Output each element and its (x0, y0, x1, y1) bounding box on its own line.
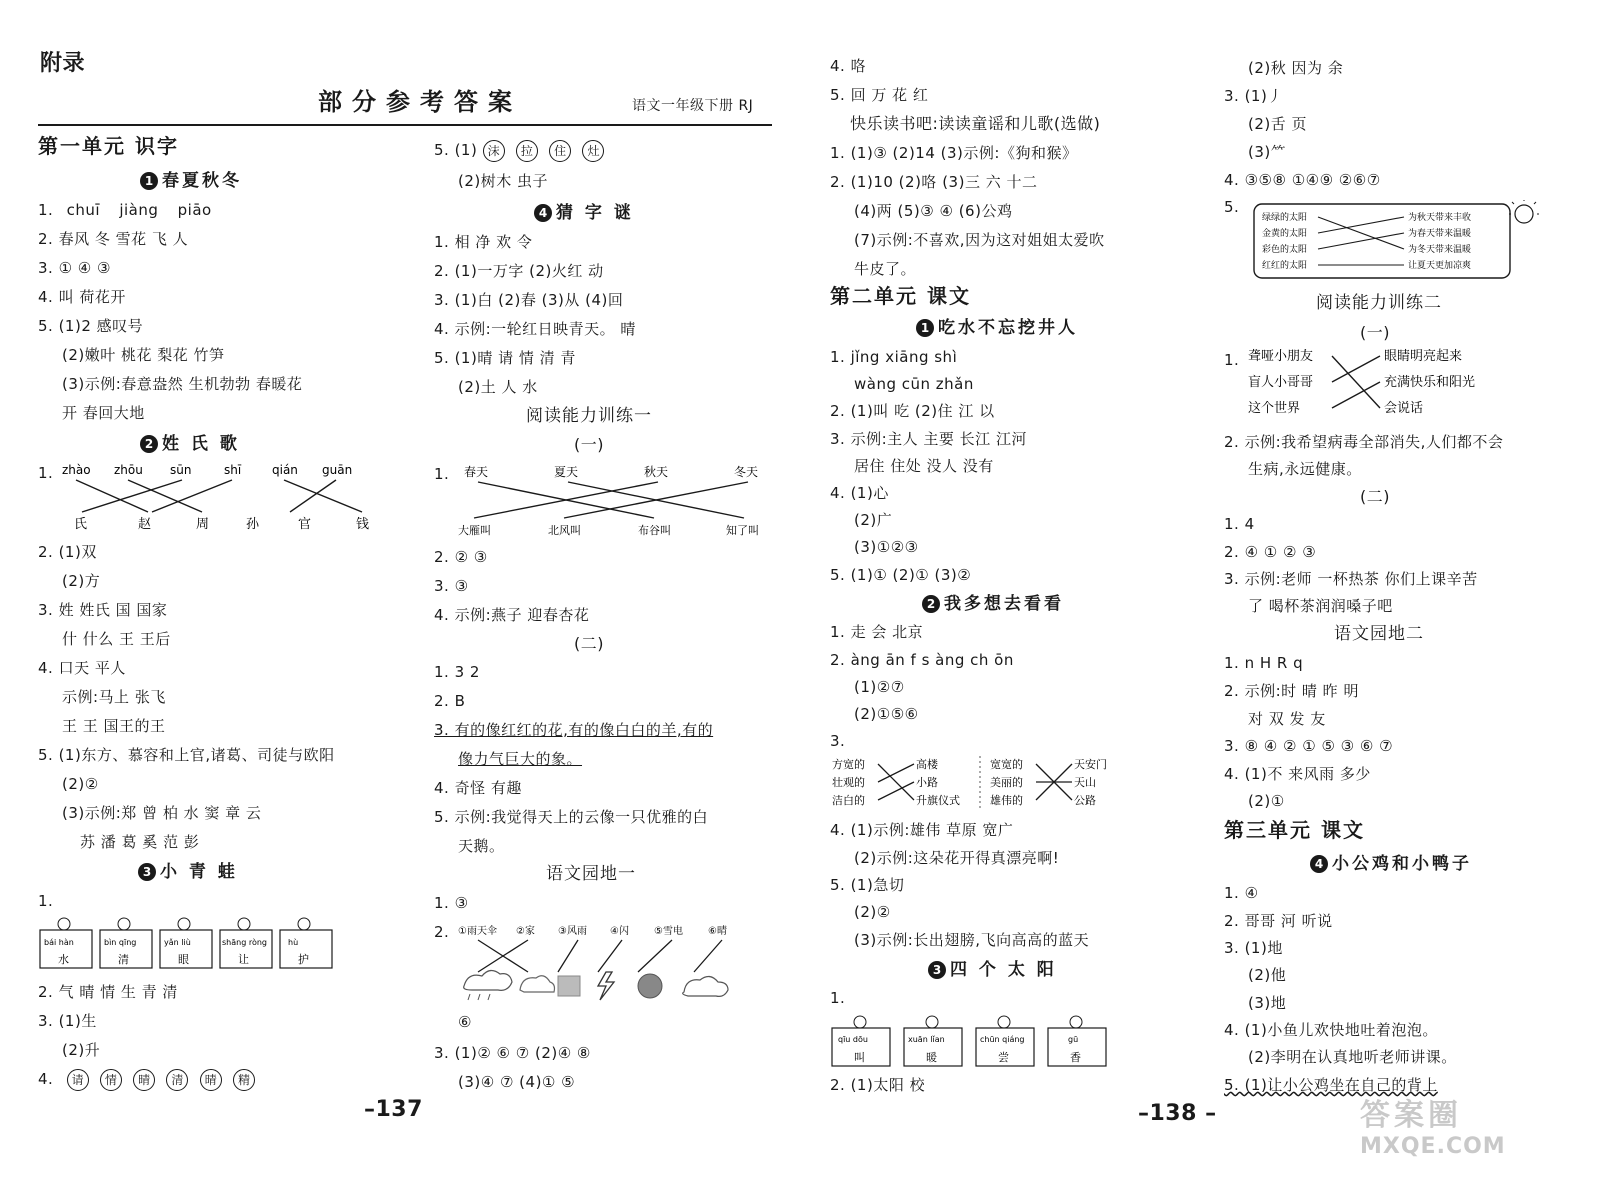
unit-title: 第二单元 课文 (830, 284, 971, 308)
lesson-badge: 2 (922, 595, 940, 613)
answer-line: 4. 示例:一轮红日映青天。 晴 (434, 320, 636, 338)
answer-line: 5. (1)① (2)① (3)② (830, 566, 972, 584)
answer-line: 5. 回 万 花 红 (830, 86, 929, 104)
answer-line: 1. ④ (1224, 884, 1259, 902)
answer-line: 4. ③⑤⑧ ①④⑨ ②⑥⑦ (1224, 171, 1381, 189)
answer-line: (2)方 (62, 572, 101, 590)
right-page (800, 0, 1600, 1190)
match-pinyin: qián (272, 463, 298, 477)
match-word: 公路 (1074, 794, 1096, 807)
match-char: 赵 (138, 517, 152, 532)
answer-line: 1. (1224, 351, 1240, 369)
lesson-title: 2 我多想去看看 (922, 594, 1064, 614)
frog-cards (38, 914, 338, 972)
sun-icon (638, 974, 662, 998)
answer-line: (2)嫩叶 桃花 梨花 竹笋 (62, 346, 225, 364)
section-title: 快乐读书吧:读读童谣和儿歌(选做) (850, 114, 1101, 133)
answer-line: 4. (1)示例:雄伟 草原 宽广 (830, 821, 1014, 839)
match-lines (1036, 764, 1072, 800)
match-word: 这个世界 (1248, 401, 1301, 416)
answer-line: 3. ⑧ ④ ② ① ⑤ ③ ⑥ ⑦ (1224, 737, 1394, 755)
cloud-icon (520, 976, 555, 992)
lesson-title: 1 春夏秋冬 (140, 171, 242, 191)
match-word: 方宽的 (832, 758, 865, 771)
part-title: (二) (1360, 487, 1390, 506)
answer-line: 4. 请 情 晴 清 晴 精 (38, 1069, 261, 1091)
card-pinyin: bìn qīng (104, 938, 137, 947)
answer-line: 示例:马上 张飞 (62, 688, 166, 706)
section-title: 语文园地二 (1334, 624, 1424, 644)
match-word: 大雁叫 (458, 524, 491, 537)
card-char: 让 (238, 953, 249, 966)
answer-line: 2. 示例:我希望病毒全部消失,人们都不会 (1224, 433, 1504, 451)
answer-line: 5. (1) 沫 拉 住 灶 (434, 140, 610, 162)
sun-frame-diagram (1252, 200, 1542, 284)
answer-line: 1. chuī jiàng piāo (38, 201, 212, 219)
weather-icons (464, 970, 728, 1000)
answer-line: 4. 奇怪 有趣 (434, 779, 522, 797)
sun-card (1048, 1016, 1106, 1066)
answer-line: 4. (1)不 来风雨 多少 (1224, 765, 1371, 783)
match-word: 升旗仪式 (916, 794, 960, 807)
rain-cloud-icon (464, 970, 512, 990)
frog-card (280, 918, 332, 968)
match-line (878, 764, 914, 800)
card-pinyin: xuān lǐan (908, 1035, 945, 1044)
circled-char: 请 (67, 1069, 89, 1091)
answer-line: 王 王 国王的王 (62, 717, 166, 735)
card-char: 香 (1070, 1051, 1081, 1064)
answer-line: 2. 示例:时 晴 昨 明 (1224, 682, 1359, 700)
answer-line: 3. ① ④ ③ (38, 259, 111, 277)
answer-line: (2)② (62, 775, 99, 793)
answer-line: 3. 姓 姓氏 国 国家 (38, 601, 168, 619)
match-word: 秋天 (644, 465, 669, 479)
match-word: 雄伟的 (990, 794, 1023, 807)
match-lines (76, 480, 362, 512)
weather-label: ⑥晴 (708, 926, 727, 937)
answer-line: (1)②⑦ (854, 678, 905, 696)
match-line (1332, 382, 1380, 408)
frame-word: 让夏天更加凉爽 (1408, 261, 1472, 271)
chicken-match-diagram (1248, 346, 1568, 422)
appendix-label: 附录 (40, 51, 86, 76)
match-word: 天山 (1074, 776, 1096, 789)
lesson-title: 3 四 个 太 阳 (928, 960, 1057, 980)
answer-line: 3. (1)② ⑥ ⑦ (2)④ ⑧ (434, 1044, 591, 1062)
sun-card (976, 1016, 1034, 1066)
answer-line: 1. (38, 464, 54, 482)
answer-line: 5. (1)让小公鸡坐在自己的背上 (1224, 1076, 1438, 1094)
frog-card (160, 918, 212, 968)
answer-line: 2. (1)10 (2)咯 (3)三 六 十二 (830, 173, 1038, 191)
season-top-row (464, 464, 758, 479)
match-line (1318, 217, 1404, 233)
lesson-badge: 3 (138, 863, 156, 881)
match-word: 美丽的 (990, 776, 1023, 789)
answer-line: 3. 有的像红红的花,有的像白白的羊,有的 (434, 721, 714, 739)
frame-word: 为春天带来温暖 (1408, 229, 1472, 239)
match-pinyin: sūn (170, 463, 192, 477)
card-pinyin: shāng ròng (222, 938, 267, 947)
answer-line: 4. 口天 平人 (38, 659, 126, 677)
card-pinyin: yǎn liù (164, 938, 191, 947)
match-word: 布谷叫 (638, 524, 671, 537)
watermark-logo (1360, 1090, 1570, 1170)
answer-line: 1. (830, 989, 846, 1007)
lesson-badge: 1 (140, 172, 158, 190)
answer-line: 5. (1)2 感叹号 (38, 317, 144, 335)
match-line (76, 480, 148, 512)
circled-char: 清 (166, 1069, 188, 1091)
answer-line: 2. (1)双 (38, 543, 97, 561)
snow-icon (558, 976, 580, 996)
answer-line: (3)示例:郑 曾 柏 水 窦 章 云 (62, 804, 262, 822)
circled-char: 沫 (483, 140, 505, 162)
answer-line: (2)① (1248, 792, 1285, 810)
frame-word: 金黄的太阳 (1262, 229, 1308, 239)
lesson-badge: 1 (916, 319, 934, 337)
section-title: 阅读能力训练二 (1316, 293, 1442, 313)
lesson-badge: 4 (1310, 855, 1328, 873)
match-word: 夏天 (554, 465, 579, 479)
match-word: 聋哑小朋友 (1248, 349, 1314, 364)
season-match-diagram (458, 462, 778, 538)
card-char: 眼 (178, 953, 189, 966)
lesson-title: 3 小 青 蛙 (138, 862, 238, 882)
answer-line: 2. 气 晴 情 生 青 清 (38, 983, 178, 1001)
answer-line: (2)广 (854, 511, 893, 529)
page-number: –138 – (1138, 1101, 1217, 1126)
answer-line: 1. jǐng xiāng shì (830, 348, 958, 366)
frame-word: 绿绿的太阳 (1262, 213, 1308, 223)
answer-line: 1. 4 (1224, 515, 1255, 533)
match-line (694, 940, 722, 972)
road-right-b (1074, 757, 1107, 807)
answer-line: 2. àng ān f s àng ch ōn (830, 651, 1014, 669)
answer-line: 2. (1)一万字 (2)火红 动 (434, 262, 604, 280)
sun-card (832, 1016, 890, 1066)
book-tag: 语文一年级下册 RJ (632, 98, 754, 114)
answer-line: 3. (830, 732, 846, 750)
answer-line: wàng cūn zhǎn (854, 375, 974, 393)
answer-line: 2. 春风 冬 雪花 飞 人 (38, 230, 189, 248)
match-line (1332, 356, 1380, 382)
circled-char: 晴 (200, 1069, 222, 1091)
unit-title: 第三单元 课文 (1224, 818, 1365, 842)
part-title: (一) (574, 435, 604, 454)
answer-line: 1. 走 会 北京 (830, 623, 924, 641)
answer-line: 1. (1)③ (2)14 (3)示例:《狗和猴》 (830, 144, 1078, 162)
answer-line: 牛皮了。 (854, 260, 917, 278)
header-rule (38, 124, 772, 126)
match-word: 充满快乐和阳光 (1384, 375, 1476, 390)
answer-line: 开 春回大地 (62, 404, 145, 422)
answer-line: (7)示例:不喜欢,因为这对姐姐太爱吹 (854, 231, 1105, 249)
answer-line: (2)舌 页 (1248, 115, 1308, 133)
road-left-a (832, 757, 865, 807)
lightning-icon (598, 972, 614, 1000)
answer-line: (2)他 (1248, 966, 1287, 984)
lesson-badge: 3 (928, 961, 946, 979)
match-word: 春天 (464, 465, 489, 479)
answer-line: 3. (1)地 (1224, 939, 1283, 957)
answer-line: 2. ② ③ (434, 548, 488, 566)
card-pinyin: bái hàn (44, 938, 74, 947)
answer-line: (2)② (854, 903, 891, 921)
page-number: –137 (364, 1097, 423, 1122)
chicken-left-col (1248, 348, 1313, 416)
match-word: 洁白的 (832, 794, 865, 807)
answer-line: ⑥ (458, 1013, 472, 1031)
answer-line: 1. n H R q (1224, 654, 1304, 672)
match-word: 高楼 (916, 758, 938, 771)
card-char: 清 (118, 953, 129, 966)
road-match-diagram (830, 754, 1130, 812)
answer-line: 了 喝杯茶润润嗓子吧 (1248, 597, 1393, 615)
answer-line: (3)地 (1248, 994, 1287, 1012)
frame-word: 为秋天带来丰收 (1408, 213, 1472, 223)
answer-line: 2. 哥哥 河 听说 (1224, 912, 1333, 930)
answer-line: 1. (434, 465, 450, 483)
card-char: 尝 (998, 1051, 1009, 1064)
sun-card (904, 1016, 962, 1066)
answer-line: (2)树木 虫子 (458, 172, 549, 190)
match-lines (1332, 356, 1380, 408)
weather-label: ②家 (516, 926, 535, 937)
answer-line: 4. (1)心 (830, 484, 889, 502)
page-title: 部分参考答案 (318, 88, 522, 116)
answer-line: 生病,永远健康。 (1248, 460, 1362, 478)
circled-char: 精 (233, 1069, 255, 1091)
match-pinyin: zhōu (114, 463, 143, 477)
road-right-a (990, 758, 1023, 807)
match-line (638, 940, 672, 972)
weather-match-diagram (458, 920, 768, 1002)
answer-line: 1. 3 2 (434, 663, 480, 681)
match-char: 钱 (356, 517, 370, 532)
answer-line: 3. 示例:老师 一杯热茶 你们上课辛苦 (1224, 570, 1478, 588)
match-word: 小路 (916, 776, 938, 789)
match-pinyin: zhào (62, 463, 91, 477)
frame-word: 红红的太阳 (1262, 261, 1308, 271)
answer-line: 2. (434, 923, 450, 941)
surname-match-diagram (62, 460, 392, 535)
match-lines (474, 482, 748, 518)
circled-char: 灶 (582, 140, 604, 162)
card-char: 暖 (926, 1051, 937, 1064)
section-title: 阅读能力训练一 (526, 406, 652, 426)
answer-line: 4. 叫 荷花开 (38, 288, 126, 306)
match-word: 会说话 (1384, 401, 1424, 416)
answer-line: 3. (1)生 (38, 1012, 97, 1030)
answer-line: 3. 示例:主人 主要 长江 江河 (830, 430, 1027, 448)
match-pinyin: shī (224, 463, 242, 477)
season-bottom-row (458, 523, 759, 537)
answer-line: (2)土 人 水 (458, 378, 538, 396)
match-word: 盲人小哥哥 (1248, 375, 1314, 390)
lesson-badge: 2 (140, 435, 158, 453)
frame-right-col (1408, 211, 1471, 271)
watermark-title: 答案圈 (1360, 1098, 1462, 1133)
answer-line: (3)①②③ (854, 538, 919, 556)
answer-line: (4)两 (5)③ ④ (6)公鸡 (854, 202, 1013, 220)
match-char: 氏 (74, 517, 88, 532)
sun-cards (830, 1012, 1130, 1072)
watermark-url: MXQE.COM (1360, 1134, 1506, 1159)
part-title: (二) (574, 634, 604, 653)
answer-line: 4. (1)小鱼儿欢快地吐着泡泡。 (1224, 1021, 1438, 1039)
lesson-badge: 4 (534, 204, 552, 222)
answer-line: 5. (1224, 198, 1240, 216)
answer-line: (2)①⑤⑥ (854, 705, 919, 723)
match-line (598, 940, 622, 972)
match-word: 壮观的 (832, 776, 865, 789)
match-line (878, 782, 914, 800)
section-title: 语文园地一 (546, 864, 636, 884)
answer-line: (3)⺮ (1248, 143, 1287, 161)
answer-line: 天鹅。 (458, 837, 505, 855)
match-word: 天安门 (1074, 758, 1107, 771)
answer-line: 5. 示例:我觉得天上的云像一只优雅的白 (434, 808, 709, 826)
lesson-title: 4 小公鸡和小鸭子 (1310, 854, 1472, 874)
answer-line: 2. (1)太阳 校 (830, 1076, 926, 1094)
card-pinyin: chūn qiáng (980, 1035, 1025, 1044)
match-line (558, 940, 578, 972)
match-pinyin: guān (322, 463, 353, 477)
answer-line: 3. ③ (434, 577, 469, 595)
match-lines (878, 764, 914, 800)
frog-card (40, 918, 92, 968)
lesson-title: 4 猜 字 谜 (534, 203, 634, 223)
match-word: 眼睛明亮起来 (1384, 349, 1463, 364)
match-word: 宽宽的 (990, 758, 1023, 771)
card-pinyin: qīu dōu (838, 1035, 868, 1044)
match-char: 孙 (246, 517, 260, 532)
answer-line: 2. B (434, 692, 466, 710)
card-pinyin: hù (288, 938, 299, 947)
match-line (878, 764, 914, 782)
answer-line: (3)④ ⑦ (4)① ⑤ (458, 1073, 576, 1091)
answer-line: 4. 示例:燕子 迎春杏花 (434, 606, 590, 624)
frog-card (220, 918, 272, 968)
circled-char: 情 (100, 1069, 122, 1091)
card-char: 护 (298, 953, 309, 966)
road-left-b (916, 757, 960, 807)
part-title: (一) (1360, 323, 1390, 342)
unit-title: 第一单元 识字 (38, 134, 179, 158)
answer-line: 4. 咯 (830, 57, 867, 75)
frog-card (100, 918, 152, 968)
frame-word: 为冬天带来温暖 (1408, 245, 1472, 255)
match-char: 官 (298, 517, 312, 532)
chicken-right-col (1384, 348, 1475, 416)
answer-line: 3. (1)丿 (1224, 87, 1283, 105)
surname-pinyin-row (62, 463, 352, 477)
answer-line: 5. (1)东方、慕容和上官,诸葛、司徒与欧阳 (38, 746, 335, 764)
answer-line: 3. (1)白 (2)春 (3)从 (4)回 (434, 291, 624, 309)
weather-label: ④闪 (610, 926, 629, 937)
weather-label: ③风雨 (558, 926, 587, 937)
weather-label-row (458, 924, 727, 937)
circled-char: 住 (549, 140, 571, 162)
match-char: 周 (196, 517, 210, 532)
answer-line: 对 双 发 友 (1248, 710, 1326, 728)
frame-word: 彩色的太阳 (1262, 245, 1308, 255)
weather-label: ⑤雪电 (654, 926, 683, 937)
lesson-title: 1 吃水不忘挖井人 (916, 318, 1078, 338)
circled-char: 晴 (133, 1069, 155, 1091)
answer-line: 1. 相 净 欢 令 (434, 233, 533, 251)
match-lines (478, 940, 722, 972)
answer-line: (2)李明在认真地听老师讲课。 (1248, 1048, 1457, 1066)
answer-line: 5. (1)急切 (830, 876, 905, 894)
answer-line: (2)示例:这朵花开得真漂亮啊! (854, 849, 1060, 867)
weather-label: ①雨天伞 (458, 926, 497, 937)
frame-left-col (1262, 211, 1307, 271)
match-line (1318, 217, 1404, 249)
sun-face-icon (1509, 200, 1539, 223)
circled-char: 拉 (516, 140, 538, 162)
answer-line: 1. ③ (434, 894, 469, 912)
match-lines (1318, 217, 1404, 265)
answer-line: (3)示例:春意盎然 生机勃勃 春暖花 (62, 375, 303, 393)
rain-drops-icon (468, 994, 490, 1000)
surname-char-row (74, 516, 369, 532)
cloud-icon (683, 976, 728, 996)
answer-line: 2. (1)叫 吃 (2)住 江 以 (830, 402, 995, 420)
answer-line: 5. (1)晴 请 情 清 青 (434, 349, 576, 367)
answer-line: (3)示例:长出翅膀,飞向高高的蓝天 (854, 931, 1090, 949)
card-char: 叫 (854, 1051, 865, 1064)
match-line (1332, 356, 1380, 408)
answer-line: 像力气巨大的象。 (458, 750, 583, 768)
answer-line: (2)秋 因为 余 (1248, 59, 1344, 77)
match-line (82, 480, 182, 512)
match-word: 北风叫 (548, 524, 581, 537)
answer-line: 1. (38, 892, 54, 910)
answer-line: 居住 住处 没人 没有 (854, 457, 994, 475)
answer-line: (2)升 (62, 1041, 101, 1059)
answer-line: 苏 潘 葛 奚 范 彭 (80, 833, 200, 851)
card-char: 水 (58, 953, 69, 966)
match-word: 冬天 (734, 465, 759, 479)
card-pinyin: gū (1068, 1035, 1079, 1044)
answer-line: 什 什么 王 王后 (62, 630, 171, 648)
lesson-title: 2 姓 氏 歌 (140, 434, 240, 454)
match-line (1318, 233, 1404, 249)
answer-line: 2. ④ ① ② ③ (1224, 543, 1317, 561)
match-word: 知了叫 (726, 524, 759, 537)
